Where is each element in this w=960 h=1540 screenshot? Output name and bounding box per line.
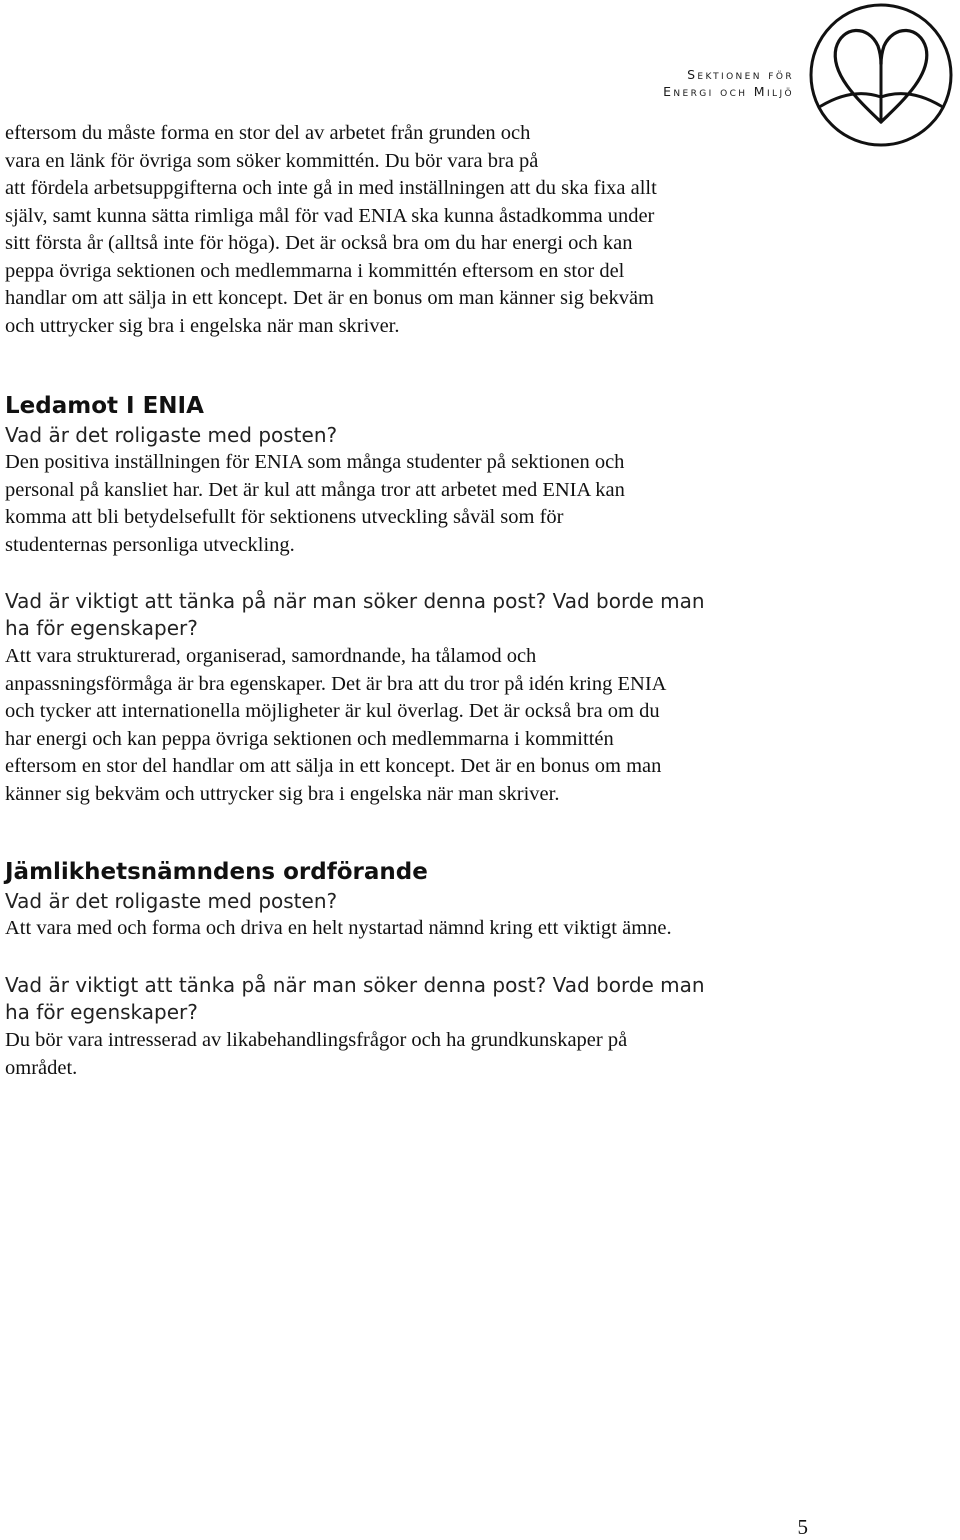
text-line: vara en länk för övriga som söker kommittén. Du bör vara bra på — [5, 149, 539, 172]
text-line: peppa övriga sektionen och medlemmarna i kommittén eftersom en stor del — [5, 259, 625, 282]
text-line: sitt första år (alltså inte för höga). Det är också bra om du har energi och kan — [5, 232, 633, 254]
question-roligaste: Vad är det roligaste med posten? — [5, 889, 338, 913]
text-line: eftersom en stor del handlar om att sälja in ett koncept. Det är en bonus om man — [5, 755, 662, 777]
text-line: anpassningsförmåga är bra egenskaper. Det är bra att du tror på idén kring ENIA — [5, 672, 667, 695]
text-line: eftersom du måste forma en stor del av arbetet från grunden och — [5, 122, 531, 144]
answer-paragraph — [5, 449, 625, 559]
text-line: har energi och kan peppa övriga sektionen och medlemmarna i kommittén — [5, 727, 614, 750]
brand-line-1: Sektionen för — [687, 67, 794, 82]
answer-paragraph — [5, 1027, 627, 1082]
text-line: och uttrycker sig bra i engelska när man skriver. — [5, 314, 400, 337]
question-line: Vad är viktigt att tänka på när man söker denna post? Vad borde man — [5, 589, 705, 613]
section-heading-jamlikhet: Jämlikhetsnämndens ordförande — [5, 859, 428, 885]
question-egenskaper — [5, 588, 705, 642]
text-line: Du bör vara intresserad av likabehandlingsfrågor och ha grundkunskaper på — [5, 1029, 628, 1051]
text-line: personal på kansliet har. Det är kul att många tror att arbetet med ENIA kan — [5, 478, 625, 501]
section-heading-enia: Ledamot I ENIA — [5, 393, 204, 419]
text-line: Den positiva inställningen för ENIA som många studenter på sektionen och — [5, 451, 625, 473]
question-line: Vad är viktigt att tänka på när man söker denna post? Vad borde man — [5, 973, 705, 997]
text-line: komma att bli betydelsefullt för sektionens utveckling såväl som för — [5, 506, 564, 528]
text-line: och tycker att internationella möjligheter är kul överlag. Det är också bra om du — [5, 700, 660, 722]
brand-wordmark — [663, 66, 794, 100]
heart-leaf-circle-logo-icon — [806, 2, 956, 148]
brand-line-2: Energi och Miljö — [663, 84, 794, 99]
answer-paragraph — [5, 915, 672, 943]
text-line: känner sig bekväm och uttrycker sig bra i engelska när man skriver. — [5, 782, 560, 805]
question-roligaste: Vad är det roligaste med posten? — [5, 423, 338, 447]
answer-paragraph — [5, 643, 666, 808]
text-line: Att vara med och forma och driva en helt nystartad nämnd kring ett viktigt ämne. — [5, 917, 672, 939]
text-line: området. — [5, 1056, 78, 1079]
intro-paragraph — [5, 120, 657, 340]
text-line: att fördela arbetsuppgifterna och inte gå in med inställningen att du ska fixa allt — [5, 177, 657, 199]
text-line: själv, samt kunna sätta rimliga mål för vad ENIA ska kunna åstadkomma under — [5, 204, 655, 227]
question-egenskaper — [5, 972, 705, 1026]
text-line: studenternas personliga utveckling. — [5, 533, 295, 556]
text-line: Att vara strukturerad, organiserad, samordnande, ha tålamod och — [5, 645, 537, 667]
question-line: ha för egenskaper? — [5, 1000, 198, 1024]
page-number: 5 — [797, 1515, 808, 1539]
question-line: ha för egenskaper? — [5, 616, 198, 640]
text-line: handlar om att sälja in ett koncept. Det är en bonus om man känner sig bekväm — [5, 287, 654, 309]
